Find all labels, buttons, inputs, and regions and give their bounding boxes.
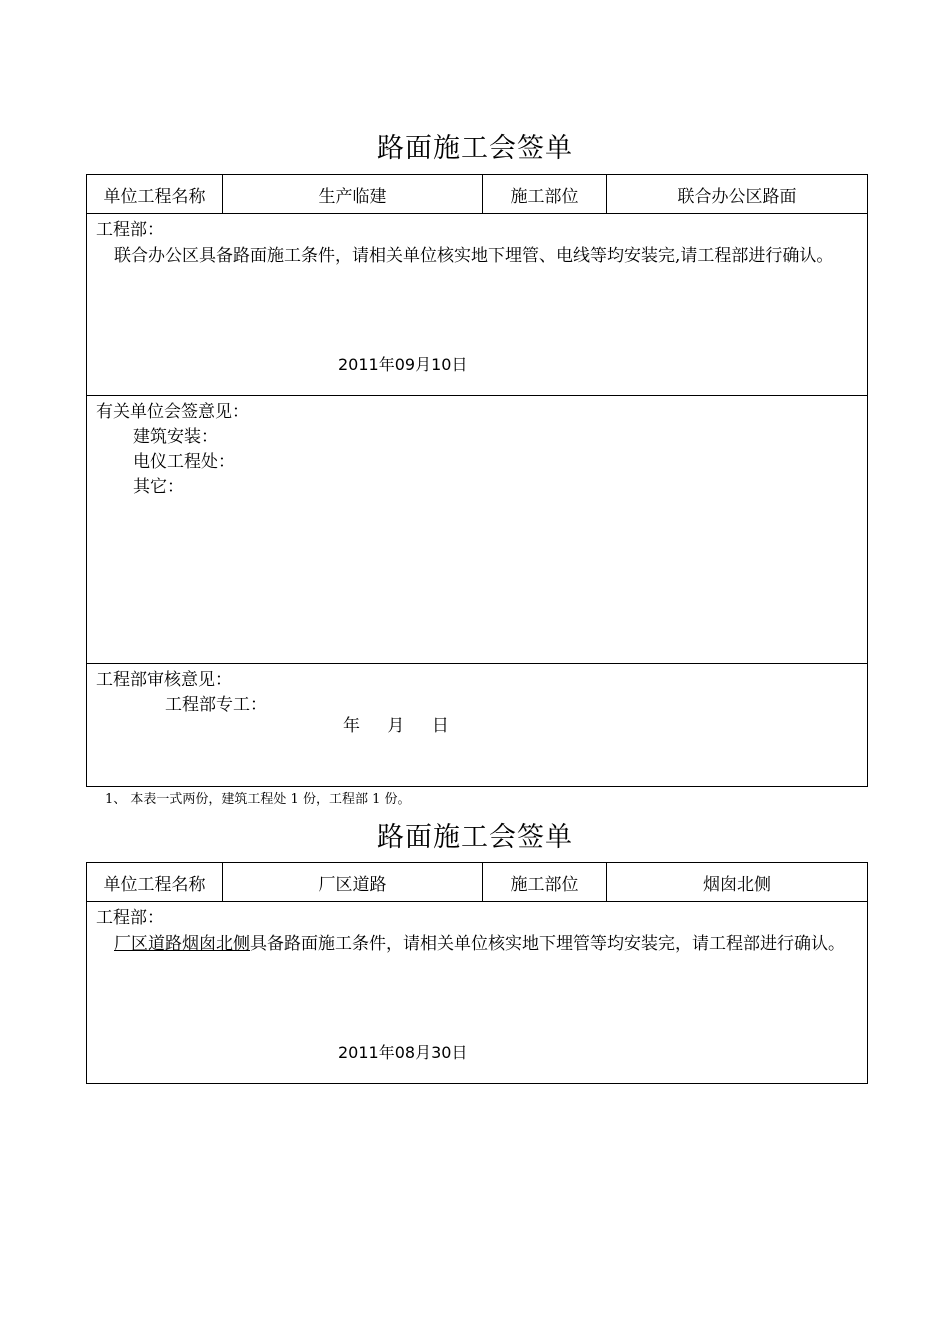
form1-location-value: 联合办公区路面 (607, 175, 868, 214)
form1-header-row (87, 175, 868, 214)
form1-review-date-day: 日 (431, 716, 449, 736)
form1-countersign-item-construction: 建筑安装： (133, 427, 218, 447)
form1-unit-name-value: 生产临建 (223, 175, 483, 214)
form1-review-row (87, 664, 868, 787)
form-note: 1、 本表一式两份，建筑工程处 1 份，工程部 1 份。 (105, 792, 411, 807)
form2-engineering-date: 2011年08月30日 (338, 1043, 468, 1062)
form1-countersign-item-electrical: 电仪工程处： (133, 452, 235, 472)
form1-table (86, 174, 868, 787)
form2-unit-name-label: 单位工程名称 (87, 863, 223, 902)
form2-table (86, 862, 868, 1084)
form1-engineering-body: 联合办公区具备路面施工条件，请相关单位核实地下埋管、电线等均安装完,请工程部进行确认。 (114, 246, 834, 266)
form1-review-cell (87, 664, 868, 787)
form2-title: 路面施工会签单 (377, 822, 573, 853)
form1-review-date (343, 714, 449, 739)
form1-countersign-cell (87, 396, 868, 664)
form2-header-row (87, 863, 868, 902)
form1-countersign-item-other: 其它： (133, 477, 184, 497)
form1-title: 路面施工会签单 (377, 133, 573, 164)
form1-review-date-month: 月 (387, 716, 405, 736)
form2-engineering-cell (87, 902, 868, 1084)
form2-engineering-body-rest: 具备路面施工条件，请相关单位核实地下埋管等均安装完，请工程部进行确认。 (250, 934, 845, 954)
form1-location-label: 施工部位 (483, 175, 607, 214)
form2-location-value: 烟囱北侧 (607, 863, 868, 902)
form2-engineering-body (96, 925, 858, 963)
form2-unit-name-value: 厂区道路 (223, 863, 483, 902)
form1-review-date-year: 年 (343, 716, 360, 736)
form1-engineering-date: 2011年09月10日 (338, 355, 468, 374)
form1-countersign-row (87, 396, 868, 664)
form1-engineering-label: 工程部： (96, 220, 164, 240)
form1-review-label: 工程部审核意见： (96, 670, 232, 690)
form1-countersign-label: 有关单位会签意见： (96, 402, 249, 422)
form2-engineering-row (87, 902, 868, 1084)
form2-location-label: 施工部位 (483, 863, 607, 902)
form1-engineering-cell (87, 214, 868, 396)
form1-engineering-row (87, 214, 868, 396)
form1-review-engineer-label: 工程部专工： (165, 695, 267, 715)
form2-engineering-body-underlined: 厂区道路烟囱北侧 (114, 934, 250, 954)
form2-engineering-label: 工程部： (96, 908, 164, 928)
form1-unit-name-label: 单位工程名称 (87, 175, 223, 214)
